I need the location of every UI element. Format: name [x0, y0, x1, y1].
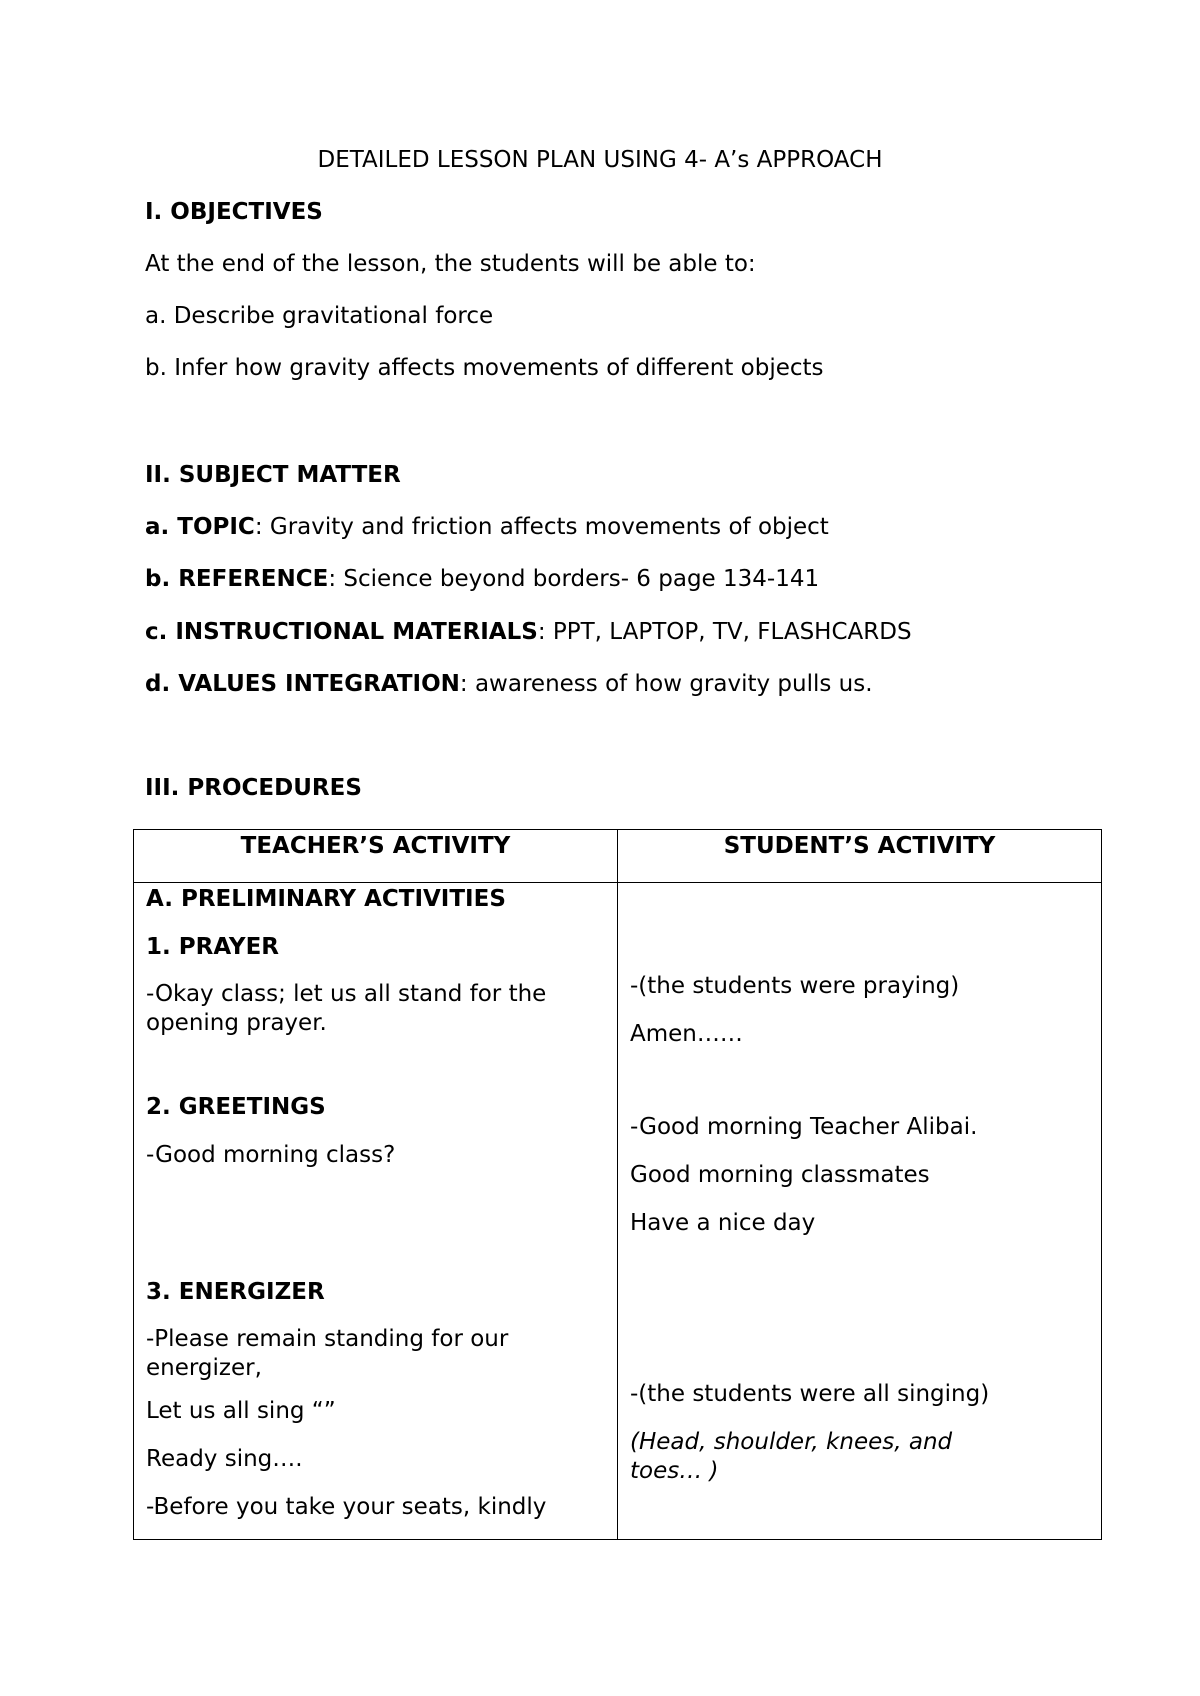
procedures-table: [133, 829, 1102, 1540]
prayer-response: -(the students were praying): [630, 973, 960, 999]
objective-item: b. Infer how gravity affects movements of different objects: [145, 355, 824, 381]
student-activity-cell: [618, 883, 1102, 1540]
subject-item-label: c. INSTRUCTIONAL MATERIALS: [145, 619, 538, 645]
student-activity-header: STUDENT’S ACTIVITY: [618, 830, 1102, 883]
prayer-heading: 1. PRAYER: [146, 934, 279, 960]
objectives-heading: I. OBJECTIVES: [145, 199, 323, 225]
greeting-response-2: Good morning classmates: [630, 1162, 930, 1188]
prayer-amen: Amen……: [630, 1021, 743, 1047]
subject-item-label: a. TOPIC: [145, 514, 255, 540]
preliminary-activities-heading: A. PRELIMINARY ACTIVITIES: [146, 886, 506, 912]
energizer-sing: Let us all sing “”: [146, 1398, 336, 1424]
subject-item-topic: [145, 513, 829, 541]
prayer-instruction: -Okay class; let us all stand for the opening prayer.: [146, 981, 547, 1036]
subject-item-label: d. VALUES INTEGRATION: [145, 671, 460, 697]
objectives-intro: At the end of the lesson, the students will be able to:: [145, 251, 756, 277]
energizer-heading: 3. ENERGIZER: [146, 1279, 325, 1305]
song-lyrics: (Head, shoulder, knees, and toes… ): [630, 1429, 953, 1484]
subject-item-value: : awareness of how gravity pulls us.: [459, 671, 873, 697]
subject-item-value: : Gravity and friction affects movements of object: [254, 514, 829, 540]
subject-item-value: : Science beyond borders- 6 page 134-141: [328, 566, 820, 592]
table-row: [134, 883, 1102, 1540]
greeting-response-3: Have a nice day: [630, 1210, 816, 1236]
subject-matter-heading: II. SUBJECT MATTER: [145, 462, 401, 488]
energizer-seats: -Before you take your seats, kindly: [146, 1494, 547, 1520]
greeting-response-1: -Good morning Teacher Alibai.: [630, 1114, 978, 1140]
energizer-ready: Ready sing….: [146, 1446, 303, 1472]
singing-response: -(the students were all singing): [630, 1381, 990, 1407]
teacher-activity-cell: [134, 883, 618, 1540]
energizer-instruction: -Please remain standing for our energizer,: [146, 1326, 509, 1381]
subject-item-values: [145, 670, 873, 698]
greetings-text: -Good morning class?: [146, 1142, 396, 1168]
subject-item-label: b. REFERENCE: [145, 566, 329, 592]
table-header-row: [134, 830, 1102, 883]
subject-item-value: : PPT, LAPTOP, TV, FLASHCARDS: [537, 619, 912, 645]
teacher-activity-header: TEACHER’S ACTIVITY: [134, 830, 618, 883]
objective-item: a. Describe gravitational force: [145, 303, 494, 329]
subject-item-materials: [145, 618, 912, 646]
subject-item-reference: [145, 565, 819, 593]
procedures-heading: III. PROCEDURES: [145, 775, 362, 801]
document-title: DETAILED LESSON PLAN USING 4- A’s APPROACH: [317, 147, 883, 173]
greetings-heading: 2. GREETINGS: [146, 1094, 326, 1120]
